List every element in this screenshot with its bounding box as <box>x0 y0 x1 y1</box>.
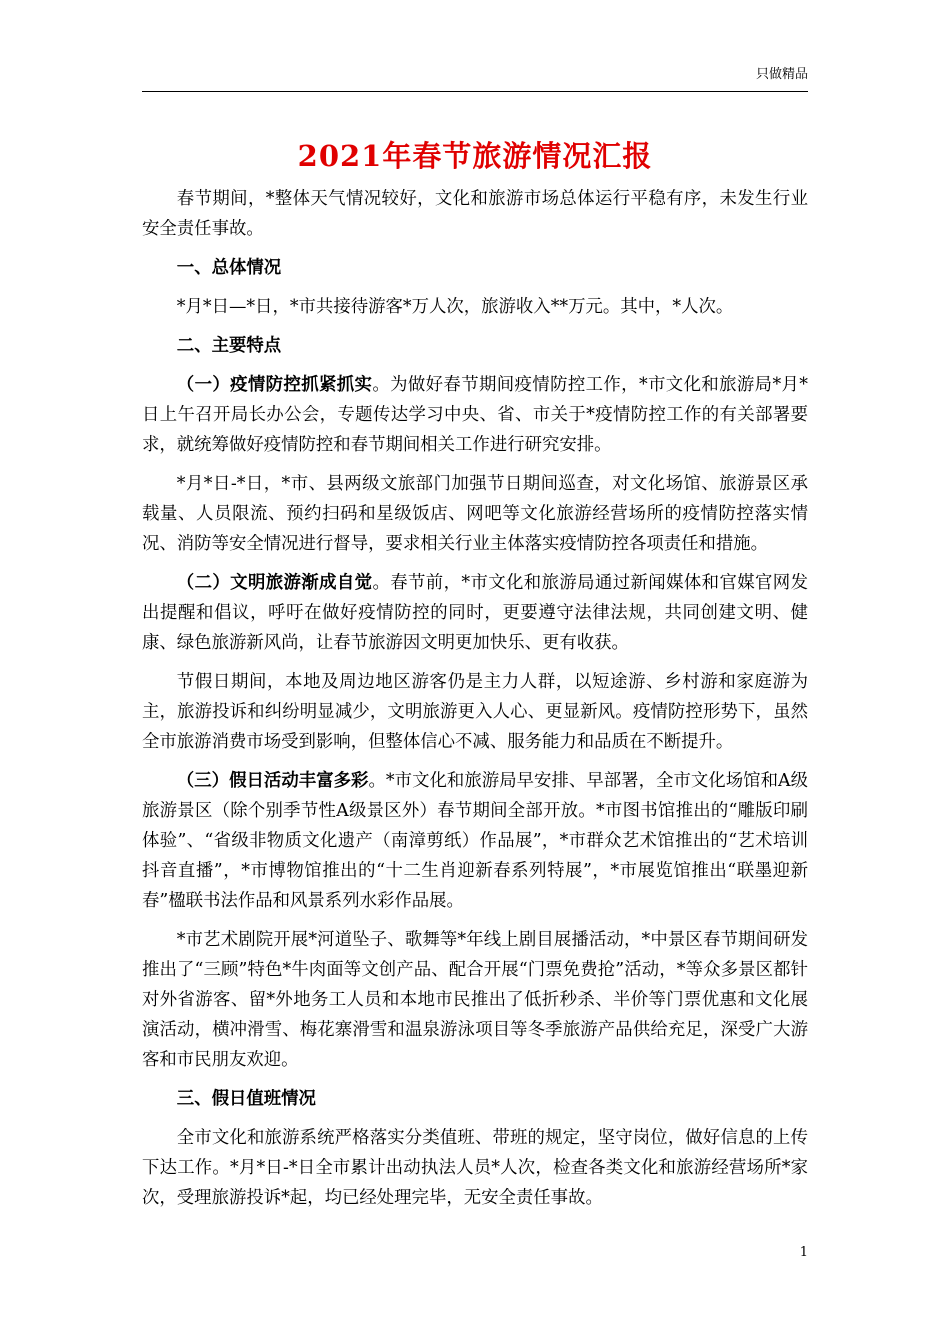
intro-paragraph: 春节期间，*整体天气情况较好，文化和旅游市场总体运行平稳有序，未发生行业安全责任事故。 <box>142 189 808 239</box>
overview-paragraph: *月*日—*日，*市共接待游客*万人次，旅游收入**万元。其中，*人次。 <box>176 297 734 317</box>
feature-2-lead: （二）文明旅游渐成自觉 <box>176 573 373 593</box>
feature-2-paragraph <box>142 568 808 658</box>
section-heading-features: 二、主要特点 <box>176 336 282 356</box>
section-heading-overview: 一、总体情况 <box>176 258 282 278</box>
duty-paragraph: 全市文化和旅游系统严格落实分类值班、带班的规定，坚守岗位，做好信息的上传下达工作。*月*日-*日全市累计出动执法人员*人次，检查各类文化和旅游经营场所*家次，受理旅游投诉*起，均已经处理完毕，无安全责任事故。 <box>142 1128 808 1208</box>
feature-1-text: 。为做好春节期间疫情防控工作，*市文化和旅游局*月*日上午召开局长办公会，专题传达学习中央、省、市关于*疫情防控工作的有关部署要求，就统筹做好疫情防控和春节期间相关工作进行研究安排。 <box>142 375 808 455</box>
feature-2-text: 。春节前，*市文化和旅游局通过新闻媒体和官媒官网发出提醒和倡议，呼吁在做好疫情防控的同时，更要遵守法律法规，共同创建文明、健康、绿色旅游新风尚，让春节旅游因文明更加快乐、更有收获。 <box>142 573 808 653</box>
header-note: 只做精品 <box>755 67 808 82</box>
feature-2-paragraph-2: 节假日期间，本地及周边地区游客仍是主力人群，以短途游、乡村游和家庭游为主，旅游投诉和纠纷明显减少，文明旅游更入人心、更显新风。疫情防控形势下，虽然全市旅游消费市场受到影响，但整体信心不减、服务能力和品质在不断提升。 <box>142 672 808 752</box>
feature-3-lead: （三）假日活动丰富多彩 <box>176 771 369 791</box>
feature-1-paragraph-2: *月*日-*日，*市、县两级文旅部门加强节日期间巡查，对文化场馆、旅游景区承载量、人员限流、预约扫码和星级饭店、网吧等文化旅游经营场所的疫情防控落实情况、消防等安全情况进行督导，要求相关行业主体落实疫情防控各项责任和措施。 <box>142 474 808 554</box>
header-divider <box>142 91 808 92</box>
feature-3-text: 。*市文化和旅游局早安排、早部署，全市文化场馆和A级旅游景区（除个别季节性A级景区外）春节期间全部开放。*市图书馆推出的“雕版印刷体验”、“省级非物质文化遗产（南漳剪纸）作品展”，*市群众艺术馆推出的“艺术培训抖音直播”，*市博物馆推出的“十二生肖迎新春系列特展”，*市展览馆推出“联墨迎新春”楹联书法作品和风景系列水彩作品展。 <box>142 771 808 911</box>
section-heading-duty: 三、假日值班情况 <box>176 1089 316 1109</box>
page-title: 2021年春节旅游情况汇报 <box>297 139 653 173</box>
page-number: 1 <box>799 1245 808 1260</box>
document-body <box>142 184 808 1222</box>
feature-3-paragraph <box>142 766 808 916</box>
feature-1-lead: （一）疫情防控抓紧抓实 <box>176 375 373 395</box>
feature-3-paragraph-2: *市艺术剧院开展*河道坠子、歌舞等*年线上剧目展播活动，*中景区春节期间研发推出了“三顾”特色*牛肉面等文创产品、配合开展“门票免费抢”活动，*等众多景区都针对外省游客、留*外地务工人员和本地市民推出了低折秒杀、半价等门票优惠和文化展演活动，横冲滑雪、梅花寨滑雪和温泉游泳项目等冬季旅游产品供给充足，深受广大游客和市民朋友欢迎。 <box>142 930 808 1070</box>
feature-1-paragraph <box>142 370 808 460</box>
